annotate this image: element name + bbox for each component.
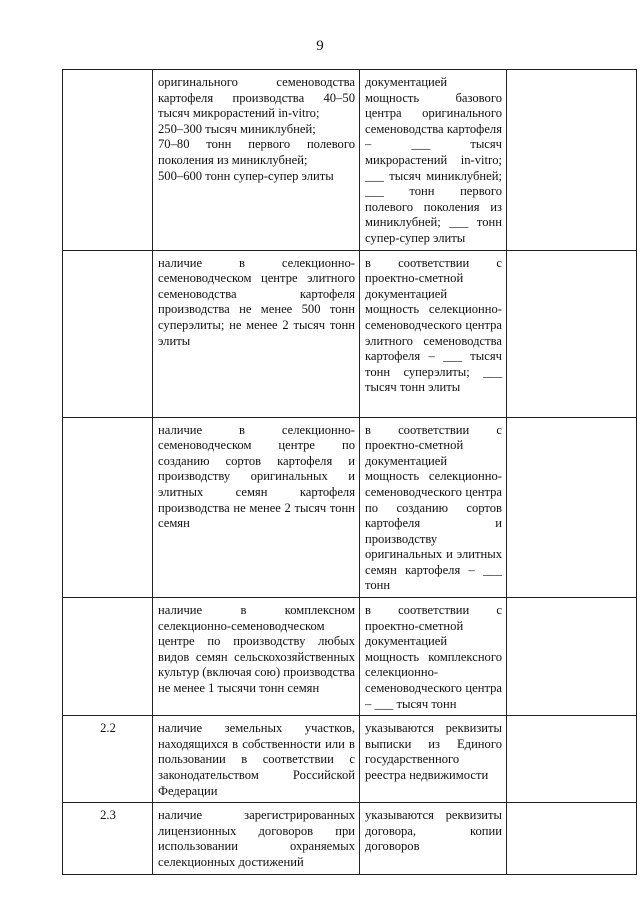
requirement-cell (153, 716, 360, 803)
requirement-text: наличие в селекционно-семеноводческом центре по созданию сортов картофеля и производству оригинальных и элитных семян картофеля производства не менее 2 тысяч тонн семян (158, 422, 355, 531)
requirement-cell (153, 250, 360, 417)
documents-text: указываются реквизиты выписки из Единого государственного реестра недвижимости (365, 721, 502, 782)
documents-cell (360, 250, 507, 417)
documents-text: документацией мощность базового центра оригинального семеноводства картофеля – ___ тысяч микрорастений in-vitro; ___ тысяч миниклубней; ___ тонн первого полевого поколения из миниклубней; ___ тонн супер-супер элиты (365, 75, 502, 245)
table-row (63, 598, 637, 716)
row-number (63, 598, 153, 716)
mark-cell (507, 250, 637, 417)
mark-cell (507, 70, 637, 251)
documents-cell (360, 417, 507, 598)
documents-cell (360, 803, 507, 874)
documents-text: в соответствии с проектно-сметной документацией мощность комплексного селекционно-семеноводческого центра – ___ тысяч тонн (365, 603, 502, 711)
documents-text: указываются реквизиты договора, копии договоров (365, 808, 502, 854)
documents-cell (360, 70, 507, 251)
row-number: 2.2 (63, 716, 153, 803)
table-row (63, 803, 637, 874)
mark-cell (507, 716, 637, 803)
table-row (63, 250, 637, 417)
page-number: 9 (316, 38, 324, 54)
requirement-text: наличие в селекционно-семеноводческом центре элитного семеноводства картофеля производства не менее 500 тонн суперэлиты; не менее 2 тысяч тонн элиты (158, 255, 355, 348)
table-row (63, 716, 637, 803)
requirement-cell (153, 803, 360, 874)
table-row (63, 70, 637, 251)
documents-text: в соответствии с проектно-сметной документацией мощность селекционно-семеноводческого центра по созданию сортов картофеля и производству оригинальных и элитных семян картофеля – ___ тонн (365, 422, 502, 593)
mark-cell (507, 598, 637, 716)
documents-text: в соответствии с проектно-сметной документацией мощность селекционно-семеноводческого центра элитного семеноводства картофеля – ___ тысяч тонн суперэлиты; ___ тысяч тонн элиты (365, 255, 502, 395)
row-number (63, 70, 153, 251)
documents-cell (360, 716, 507, 803)
requirement-text: оригинального семеноводства картофеля производства 40–50 тысяч микрорастений in-vitro; 250–300 тысяч миниклубней; 70–80 тонн первого полевого поколения из миниклубней; 500–600 тонн супер-супер элиты (158, 75, 355, 183)
requirement-text: наличие зарегистрированных лицензионных договоров при использовании охраняемых селекционных достижений (158, 808, 355, 869)
row-number: 2.3 (63, 803, 153, 874)
mark-cell (507, 803, 637, 874)
requirement-cell (153, 417, 360, 598)
mark-cell (507, 417, 637, 598)
requirement-cell (153, 598, 360, 716)
requirement-cell (153, 70, 360, 251)
row-number (63, 417, 153, 598)
table-row (63, 417, 637, 598)
requirements-table (62, 69, 637, 875)
documents-cell (360, 598, 507, 716)
row-number (63, 250, 153, 417)
requirement-text: наличие земельных участков, находящихся в собственности или в пользовании в соответствии с законодательством Российской Федерации (158, 721, 355, 798)
requirement-text: наличие в комплексном селекционно-семеноводческом центре по производству любых видов семян сельскохозяйственных культур (включая сою) производства не менее 1 тысячи тонн семян (158, 603, 355, 696)
